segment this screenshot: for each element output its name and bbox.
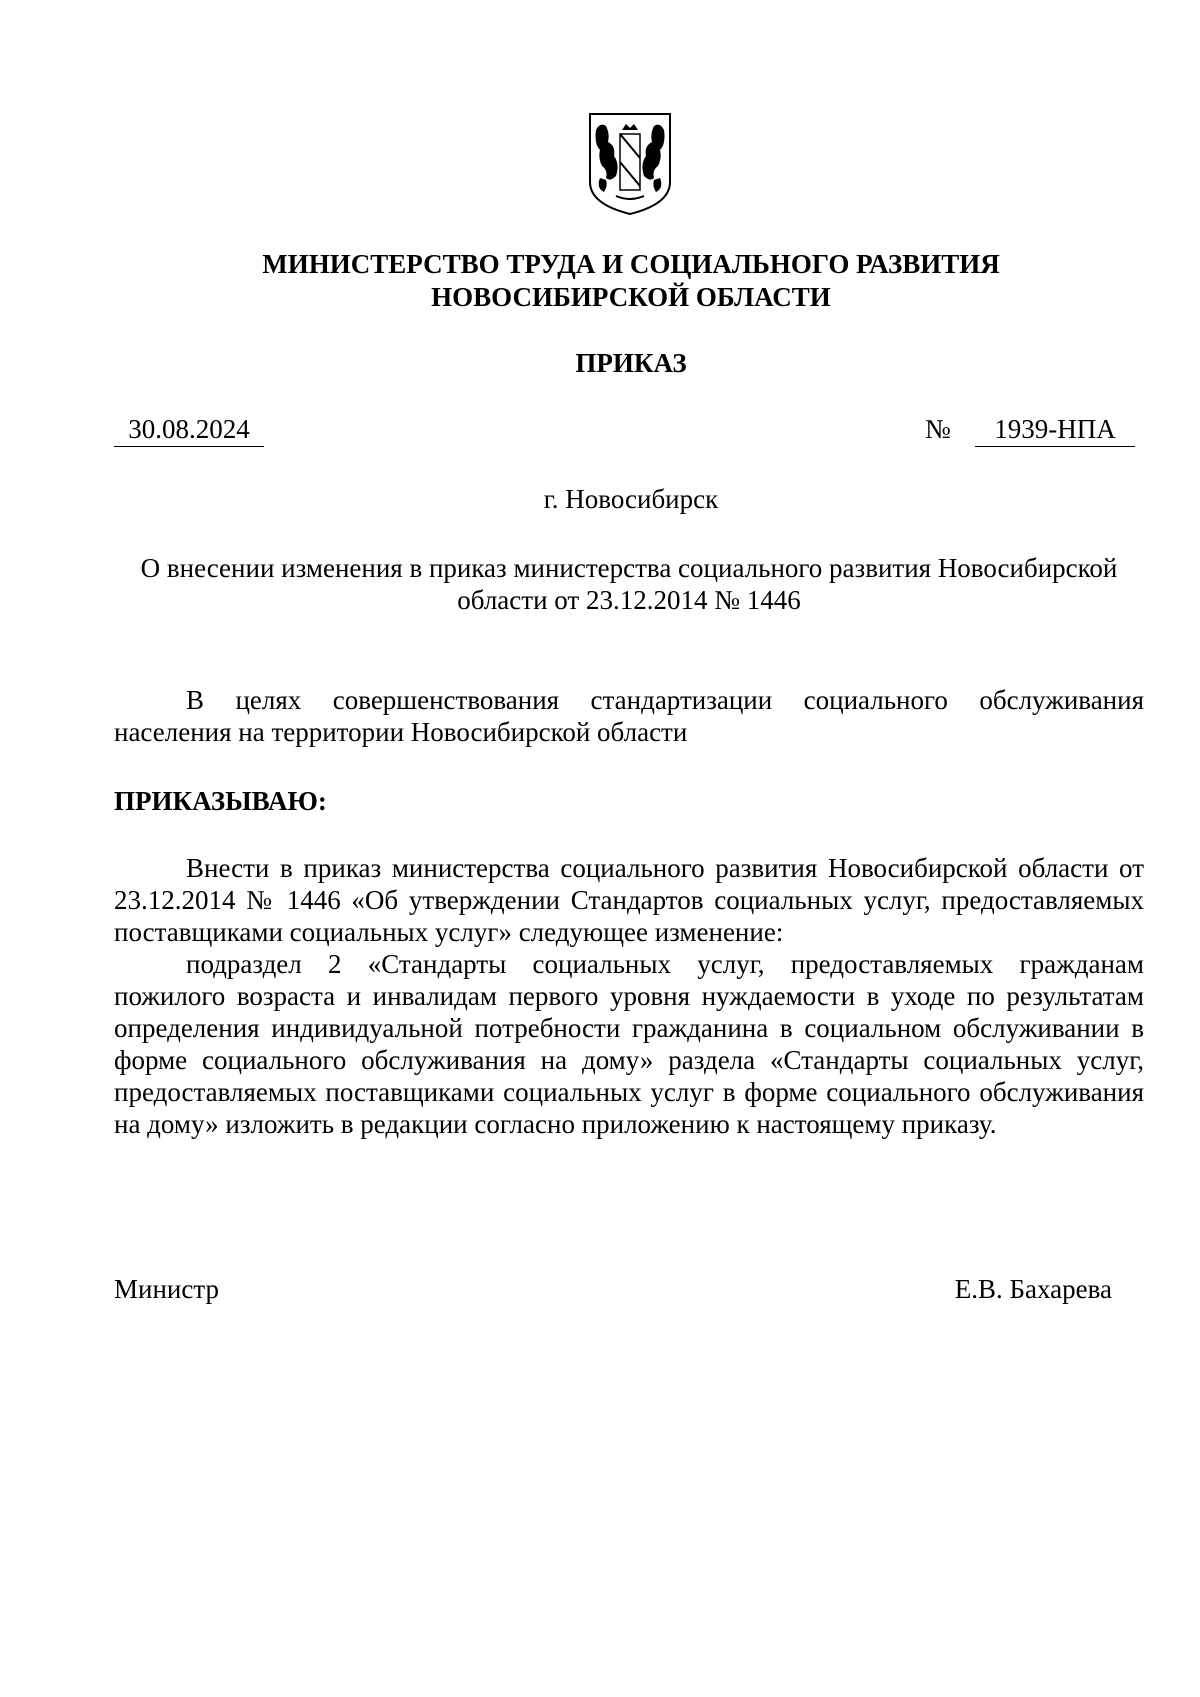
document-type: ПРИКАЗ [575, 348, 687, 378]
org-name-line2: НОВОСИБИРСКОЙ ОБЛАСТИ [431, 282, 831, 312]
signer-name: Е.В. Бахарева [954, 1274, 1112, 1304]
issuing-authority [0, 248, 1200, 314]
subject-line2: области от 23.12.2014 № 1446 [457, 585, 801, 615]
signer-title: Министр [114, 1274, 219, 1304]
document-date: 30.08.2024 [114, 412, 264, 447]
coat-of-arms-icon [586, 112, 674, 216]
document-subject [114, 552, 1144, 616]
org-name-line1: МИНИСТЕРСТВО ТРУДА И СОЦИАЛЬНОГО РАЗВИТИЯ [262, 249, 1000, 279]
subject-line1: О внесении изменения в приказ министерства социального развития Новосибирской [140, 553, 1118, 583]
place-of-issue: г. Новосибирск [543, 484, 719, 514]
body-paragraph-2: подраздел 2 «Стандарты социальных услуг, предоставляемых гражданам пожилого возраста и инвалидам первого уровня нуждаемости в уходе по результатам определения индивидуальной потребности гражданина в социальном обслуживании в форме социального обслуживания на дому» раздела «Стандарты социальных услуг, предоставляемых поставщиками социальных услуг в форме социального обслуживания на дому» изложить в редакции согласно приложению к настоящему приказу. [114, 949, 1144, 1139]
preamble-paragraph: В целях совершенствования стандартизации социального обслуживания населения на территории Новосибирской области [114, 685, 1144, 747]
number-sign: № [925, 414, 951, 444]
document-number: 1939-НПА [975, 412, 1135, 447]
decree-heading: ПРИКАЗЫВАЮ: [114, 786, 327, 816]
body-paragraph-1: Внести в приказ министерства социального развития Новосибирской области от 23.12.2014 № 1446 «Об утверждении Стандартов социальных услуг, предоставляемых поставщиками социальных услуг» следующее изменение: [114, 853, 1144, 947]
